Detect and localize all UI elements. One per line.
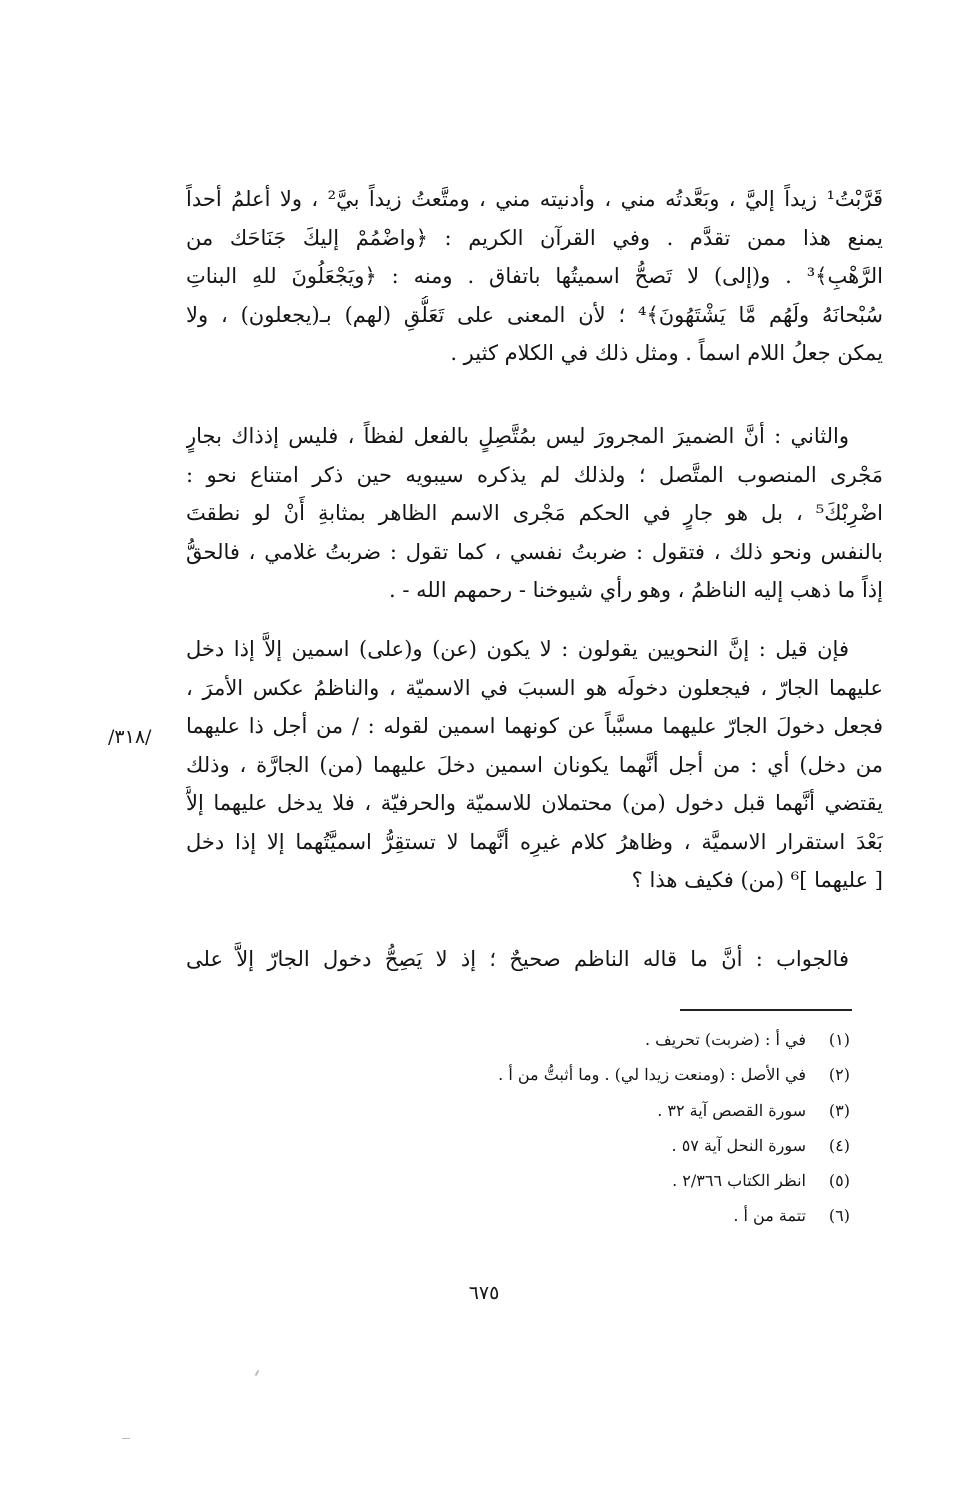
footnote-number: (٣)	[828, 1100, 850, 1120]
footnote	[380, 1093, 850, 1128]
text-line: عليهما الجارّ ، فيجعلون دخولَه هو السببَ في الاسميّة ، والناظمُ عكس الأمرَ ،	[186, 675, 883, 700]
text-line: اضْرِبْكَ⁵ ، بل هو جارٍ في الحكم مَجْرى الاسم الظاهر بمثابةِ أَنْ لو نطقتَ	[186, 501, 883, 525]
text-line: من دخل) أي : من أجل أنَّهما يكونان اسمين دخلَ عليهما (من) الجارَّة ، وذلك	[186, 752, 883, 777]
footnote-separator	[680, 1009, 852, 1011]
text-line: والثاني : أنَّ الضميرَ المجرورَ ليس بمُتَّصِلٍ بالفعل لفظاً ، فليس إذذاك بجارٍ	[186, 424, 849, 448]
text-line: [ عليهما ]⁶ (من) فكيف هذا ؟	[631, 868, 883, 892]
footnote-number: (٢)	[828, 1065, 850, 1085]
footnote-number: (٤)	[828, 1135, 850, 1155]
text-line: يمنع هذا ممن تقدَّم . وفي القرآن الكريم : ﴿واضْمُمْ إليكَ جَنَاحَك من	[186, 225, 883, 250]
paragraph-3	[186, 630, 883, 900]
text-line: بَعْدَ استقرار الاسميَّة ، وظاهرُ كلام غيرِه أنَّهما لا تستقِرُّ اسميَّتُهما إلا إذا دخل	[186, 829, 883, 854]
text-line: يقتضي أنَّهما قبل دخول (من) محتملان للاسميّة والحرفيّة ، فلا يدخل عليهما إلاَّ	[186, 791, 883, 815]
paragraph-4	[186, 940, 883, 979]
paragraph-2	[186, 417, 883, 610]
paragraph-1	[186, 180, 883, 373]
text-line: بالنفس ونحو ذلك ، فتقول : ضربتُ نفسي ، كما تقول : ضربتُ غلامي ، فالحقُّ	[186, 539, 883, 564]
text-line: قَرَّبْتُ¹ زيداً إليَّ ، وبَعَّدتُه مني ، وأدنيته مني ، ومتَّعتُ زيداً بيَّ² ، ولا أعلمُ أحداً	[186, 187, 883, 211]
footnote-text: سورة القصص آية ٣٢ .	[657, 1100, 806, 1120]
page-number: ٦٧٥	[468, 1282, 500, 1304]
footnote-text: انظر الكتاب ٢/٣٦٦ .	[672, 1171, 806, 1191]
footnote-number: (٥)	[828, 1171, 850, 1191]
text-line: فجعل دخولَ الجارّ عليهما مسبَّباً عن كونهما اسمين لقوله : / من أجل ذا عليهما	[186, 714, 883, 738]
text-line: مَجْرى المنصوب المتَّصل ؛ ولذلك لم يذكره سيبويه حين ذكر امتناع نحو :	[186, 462, 883, 487]
footnote-text: في الأصل : (ومنعت زيدا لي) . وما أثبتُّ من أ .	[498, 1065, 806, 1085]
footnote-text: في أ : (ضربت) تحريف .	[644, 1030, 806, 1049]
text-line: إذاً ما ذهب إليه الناظمُ ، وهو رأي شيوخنا - رحمهم الله - .	[389, 578, 883, 602]
footnote	[380, 1198, 850, 1233]
text-line: يمكن جعلُ اللام اسماً . ومثل ذلك في الكلام كثير .	[450, 341, 883, 365]
footnote-text: سورة النحل آية ٥٧ .	[671, 1135, 806, 1155]
margin-folio-note: /٣١٨/	[108, 726, 152, 748]
footnote	[380, 1057, 850, 1092]
scan-speck	[122, 1438, 130, 1439]
footnote-text: تتمة من أ .	[733, 1206, 806, 1226]
scan-speck	[255, 1370, 260, 1376]
footnotes	[380, 1022, 850, 1234]
footnote-number: (٦)	[828, 1206, 850, 1226]
footnote	[380, 1163, 850, 1198]
text-line: الرَّهْبِ﴾³ . و(إلى) لا تَصحُّ اسميتُها باتفاق . ومنه : ﴿ويَجْعَلُونَ للهِ البناتِ	[186, 264, 883, 288]
text-line: فالجواب : أنَّ ما قاله الناظم صحيحٌ ؛ إذ لا يَصِحُّ دخول الجارّ إلاَّ على	[186, 947, 849, 971]
footnote-number: (١)	[828, 1030, 850, 1049]
text-line: سُبْحانَهُ ولَهُم مَّا يَشْتَهُونَ﴾⁴ ؛ لأن المعنى على تَعَلُّقِ (لهم) بـ(يجعلون) ، ولا	[186, 302, 883, 327]
footnote	[380, 1022, 850, 1057]
text-line: فإن قيل : إنَّ النحويين يقولون : لا يكون (عن) و(على) اسمين إلاَّ إذا دخل	[186, 637, 849, 661]
footnote	[380, 1128, 850, 1163]
